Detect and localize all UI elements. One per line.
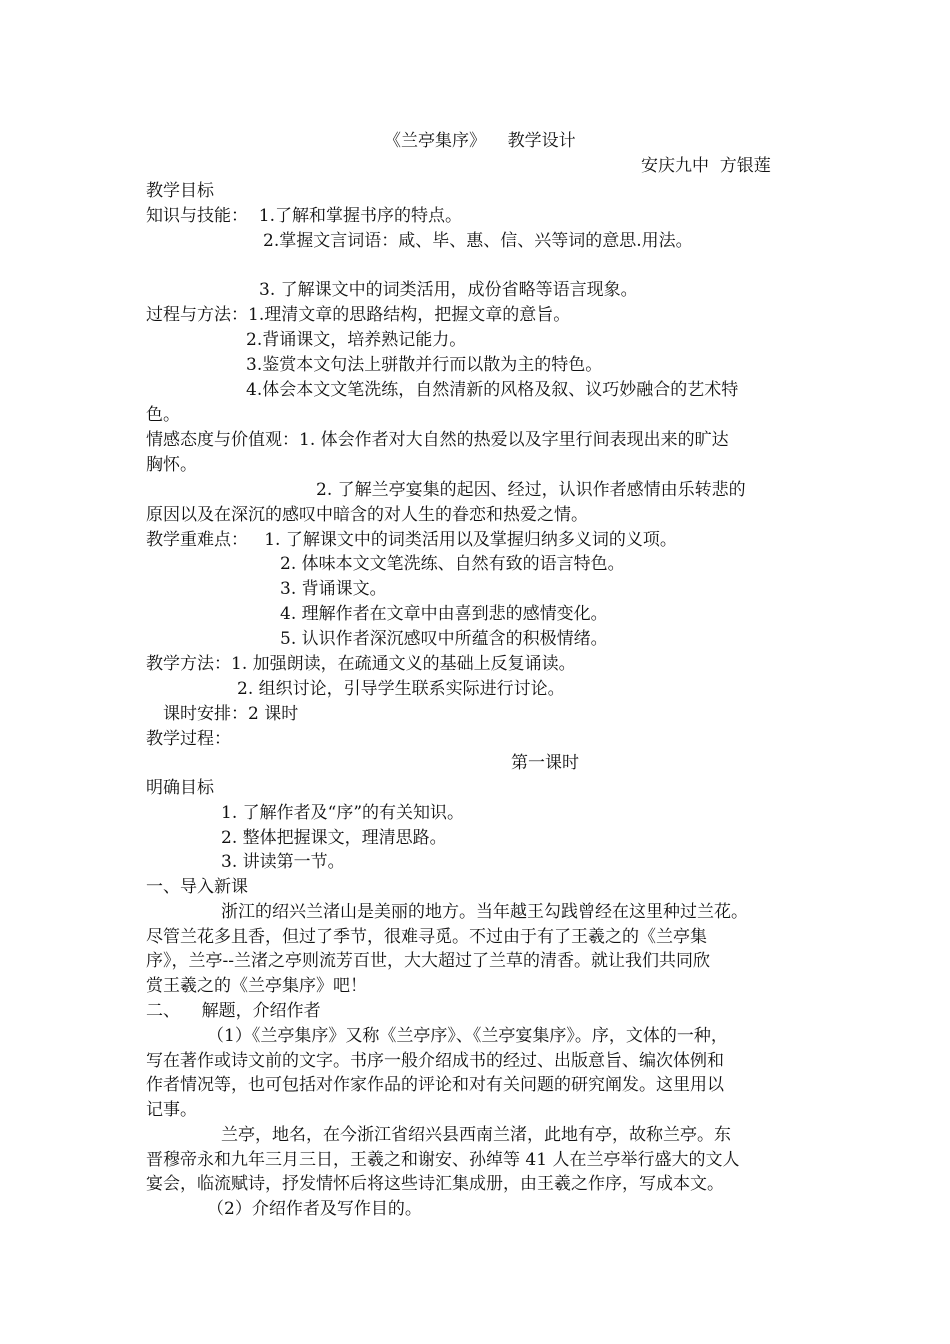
section-heading: 教学目标 — [146, 181, 214, 201]
section-heading: 一、导入新课 — [146, 877, 248, 897]
body-line: 1. 了解作者及“序”的有关知识。 — [221, 803, 465, 823]
body-line: 4. 理解作者在文章中由喜到悲的感情变化。 — [280, 604, 608, 624]
body-line: 赏王羲之的《兰亭集序》吧！ — [146, 976, 367, 996]
body-line: 2.掌握文言词语：咸、毕、惠、信、兴等词的意思.用法。 — [263, 231, 693, 251]
body-line: 过程与方法：1.理清文章的思路结构，把握文章的意旨。 — [146, 305, 571, 325]
body-line: 教学方法：1. 加强朗读，在疏通文义的基础上反复诵读。 — [146, 654, 576, 674]
body-line: 2. 组织讨论，引导学生联系实际进行讨论。 — [237, 679, 565, 699]
body-line: 情感态度与价值观：1. 体会作者对大自然的热爱以及字里行间表现出来的旷达 — [146, 430, 729, 450]
lesson-heading: 第一课时 — [511, 753, 579, 773]
body-line: 课时安排：2 课时 — [163, 704, 299, 724]
body-line: 3.鉴赏本文句法上骈散并行而以散为主的特色。 — [246, 355, 603, 375]
body-line: 兰亭，地名，在今浙江省绍兴县西南兰渚，此地有亭，故称兰亭。东 — [221, 1125, 731, 1145]
body-line: 2. 整体把握课文，理清思路。 — [221, 828, 447, 848]
body-line: 3. 讲读第一节。 — [221, 852, 345, 872]
body-line: 2. 了解兰亭宴集的起因、经过，认识作者感情由乐转悲的 — [316, 480, 746, 500]
body-line: 写在著作或诗文前的文字。书序一般介绍成书的经过、出版意旨、编次体例和 — [146, 1051, 724, 1071]
section-heading: 明确目标 — [146, 778, 214, 798]
body-line: 2. 体味本文文笔洗练、自然有致的语言特色。 — [280, 554, 625, 574]
body-line: 色。 — [146, 405, 180, 425]
body-line: （2）介绍作者及写作目的。 — [207, 1199, 422, 1219]
body-line: （1）《兰亭集序》又称《兰亭序》、《兰亭宴集序》。序，文体的一种， — [207, 1026, 728, 1046]
body-line: 宴会，临流赋诗，抒发情怀后将这些诗汇集成册，由王羲之作序，写成本文。 — [146, 1174, 724, 1194]
body-line: 4.体会本文文笔洗练，自然清新的风格及叙、议巧妙融合的艺术特 — [246, 380, 739, 400]
body-line: 尽管兰花多且香，但过了季节，很难寻觅。不过由于有了王羲之的《兰亭集 — [146, 927, 707, 947]
section-heading: 教学过程： — [146, 729, 231, 749]
body-line: 浙江的绍兴兰渚山是美丽的地方。当年越王勾践曾经在这里种过兰花。 — [221, 902, 748, 922]
body-line: 序》，兰亭--兰渚之亭则流芳百世，大大超过了兰草的清香。就让我们共同欣 — [146, 951, 710, 971]
body-line: 3. 背诵课文。 — [280, 579, 387, 599]
doc-author: 安庆九中 方银莲 — [641, 156, 771, 176]
body-line: 记事。 — [146, 1100, 197, 1120]
body-line: 晋穆帝永和九年三月三日，王羲之和谢安、孙绰等 41 人在兰亭举行盛大的文人 — [146, 1150, 740, 1170]
section-heading: 二、 解题，介绍作者 — [146, 1001, 321, 1021]
body-line: 作者情况等，也可包括对作家作品的评论和对有关问题的研究阐发。这里用以 — [146, 1075, 724, 1095]
body-line: 5. 认识作者深沉感叹中所蕴含的积极情绪。 — [280, 629, 608, 649]
body-line: 3. 了解课文中的词类活用，成份省略等语言现象。 — [259, 280, 638, 300]
body-line: 2.背诵课文，培养熟记能力。 — [246, 330, 467, 350]
body-line: 原因以及在深沉的感叹中暗含的对人生的眷恋和热爱之情。 — [146, 505, 588, 525]
body-line: 知识与技能： 1.了解和掌握书序的特点。 — [146, 206, 463, 226]
body-line: 胸怀。 — [146, 455, 197, 475]
doc-title: 《兰亭集序》 教学设计 — [384, 131, 576, 151]
body-line: 教学重难点： 1. 了解课文中的词类活用以及掌握归纳多义词的义项。 — [146, 530, 677, 550]
